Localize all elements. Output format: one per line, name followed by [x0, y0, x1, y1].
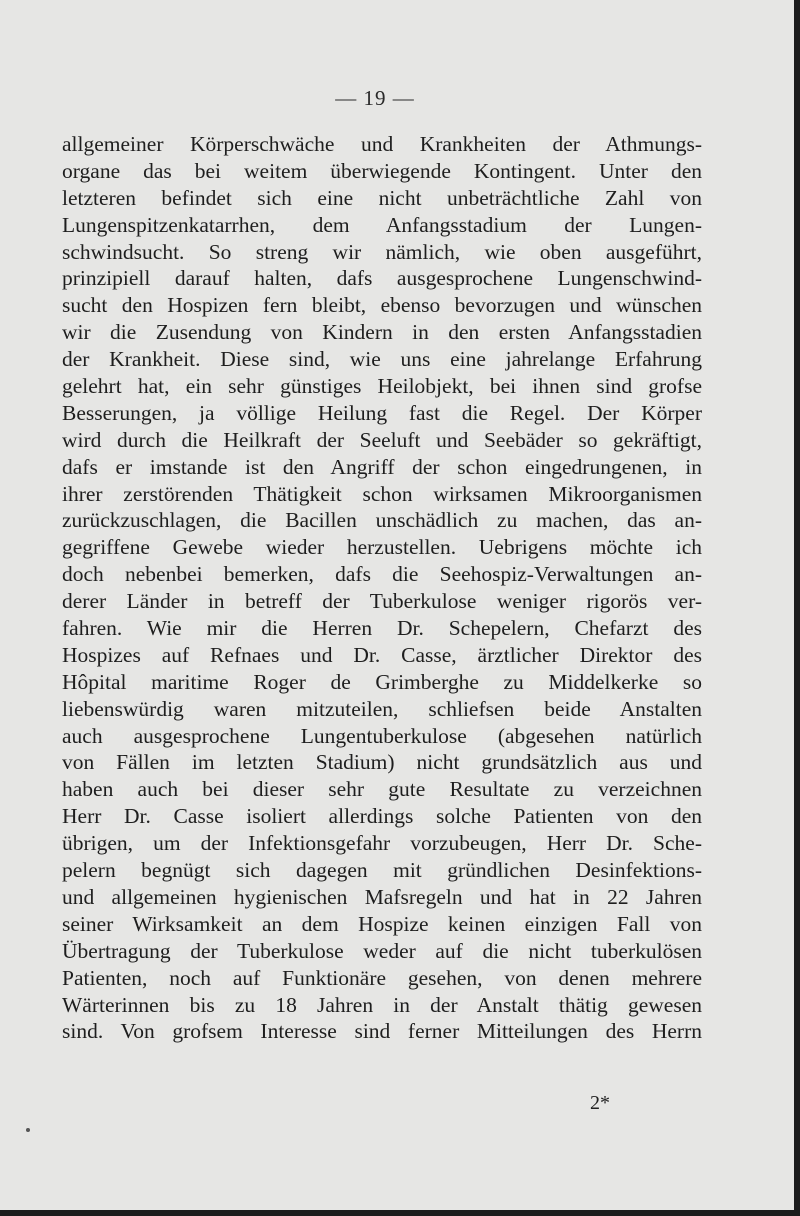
- scan-speck: [26, 1128, 30, 1132]
- text-line: sind. Von grofsem Interesse sind ferner Mitteilungen des Herrn: [62, 1019, 702, 1044]
- text-line: pelern begnügt sich dagegen mit gründlichen Desinfektions-: [62, 858, 702, 883]
- scan-edge-bottom: [0, 1210, 800, 1216]
- text-line: doch nebenbei bemerken, dafs die Seehospiz-Verwaltungen an-: [62, 562, 702, 587]
- text-line: Hospizes auf Refnaes und Dr. Casse, ärztlicher Direktor des: [62, 642, 702, 667]
- text-line: wird durch die Heilkraft der Seeluft und Seebäder so gekräftigt,: [62, 427, 702, 452]
- text-line: liebenswürdig waren mitzuteilen, schliefsen beide Anstalten: [62, 696, 702, 721]
- text-line: haben auch bei dieser sehr gute Resultate zu verzeichnen: [62, 777, 702, 802]
- text-line: schwindsucht. So streng wir nämlich, wie oben ausgeführt,: [62, 239, 702, 264]
- page-number-header: — 19 —: [335, 86, 415, 110]
- text-line: dafs er imstande ist den Angriff der schon eingedrungenen, in: [62, 454, 702, 479]
- text-line: letzteren befindet sich eine nicht unbeträchtliche Zahl von: [62, 185, 702, 210]
- text-line: Patienten, noch auf Funktionäre gesehen, von denen mehrere: [62, 965, 702, 990]
- text-line: ihrer zerstörenden Thätigkeit schon wirksamen Mikroorganismen: [62, 481, 702, 506]
- text-line: sucht den Hospizen fern bleibt, ebenso bevorzugen und wünschen: [62, 293, 702, 318]
- body-text: [62, 131, 702, 1045]
- text-line: auch ausgesprochene Lungentuberkulose (abgesehen natürlich: [62, 723, 702, 748]
- text-line: gegriffene Gewebe wieder herzustellen. Uebrigens möchte ich: [62, 535, 702, 560]
- text-line: Hôpital maritime Roger de Grimberghe zu Middelkerke so: [62, 669, 702, 694]
- text-line: und allgemeinen hygienischen Mafsregeln und hat in 22 Jahren: [62, 884, 702, 909]
- text-line: zurückzuschlagen, die Bacillen unschädlich zu machen, das an-: [62, 508, 702, 533]
- signature-mark: 2*: [590, 1092, 610, 1114]
- text-line: Herr Dr. Casse isoliert allerdings solche Patienten von den: [62, 804, 702, 829]
- text-line: organe das bei weitem überwiegende Kontingent. Unter den: [62, 158, 702, 183]
- text-line: Wärterinnen bis zu 18 Jahren in der Anstalt thätig gewesen: [62, 992, 702, 1017]
- text-line: prinzipiell darauf halten, dafs ausgesprochene Lungenschwind-: [62, 266, 702, 291]
- text-line: allgemeiner Körperschwäche und Krankheiten der Athmungs-: [62, 132, 702, 156]
- text-line: fahren. Wie mir die Herren Dr. Schepelern, Chefarzt des: [62, 616, 702, 641]
- text-line: wir die Zusendung von Kindern in den ersten Anfangsstadien: [62, 320, 702, 345]
- text-line: Übertragung der Tuberkulose weder auf die nicht tuberkulösen: [62, 938, 702, 963]
- text-line: der Krankheit. Diese sind, wie uns eine jahrelange Erfahrung: [62, 347, 702, 372]
- text-line: übrigen, um der Infektionsgefahr vorzubeugen, Herr Dr. Sche-: [62, 831, 702, 856]
- scan-edge-right: [794, 0, 800, 1216]
- text-line: Besserungen, ja völlige Heilung fast die Regel. Der Körper: [62, 400, 702, 425]
- text-line: Lungenspitzenkatarrhen, dem Anfangsstadium der Lungen-: [62, 212, 702, 237]
- text-line: seiner Wirksamkeit an dem Hospize keinen einzigen Fall von: [62, 911, 702, 936]
- text-line: derer Länder in betreff der Tuberkulose weniger rigorös ver-: [62, 589, 702, 614]
- text-line: von Fällen im letzten Stadium) nicht grundsätzlich aus und: [62, 750, 702, 775]
- text-line: gelehrt hat, ein sehr günstiges Heilobjekt, bei ihnen sind grofse: [62, 374, 702, 399]
